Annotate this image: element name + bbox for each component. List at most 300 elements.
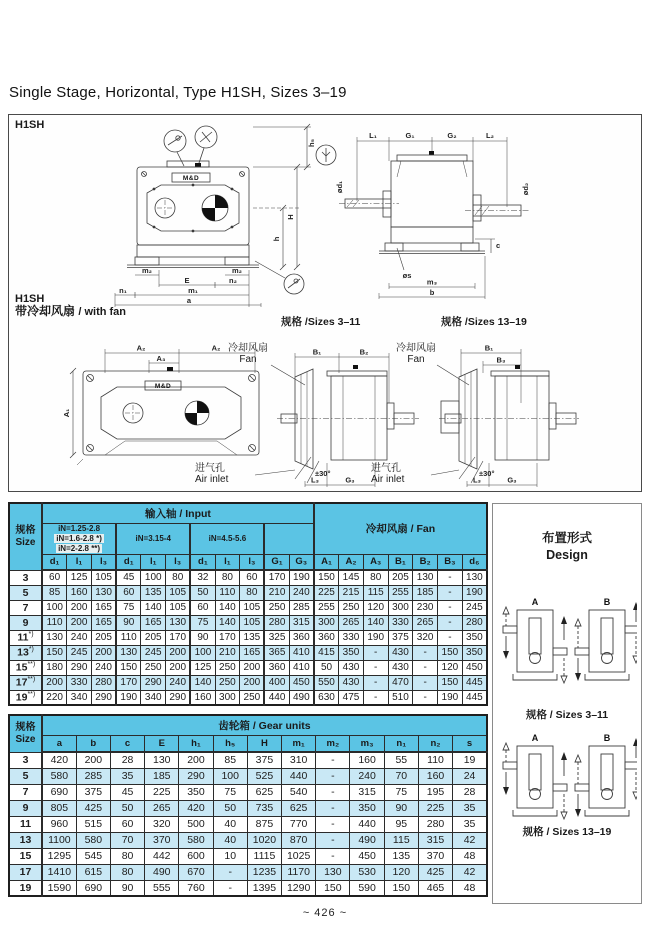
value-cell: 45 — [110, 784, 144, 800]
dim-E: E — [184, 276, 190, 285]
value-cell: 400 — [264, 675, 289, 690]
size-cell: 3 — [9, 570, 42, 585]
table-row — [9, 645, 487, 660]
value-cell: 105 — [240, 600, 265, 615]
value-cell: 185 — [413, 585, 438, 600]
design-b-label: B — [603, 597, 611, 607]
value-cell: - — [213, 864, 247, 880]
value-cell: 265 — [145, 800, 179, 816]
design-b-diagram — [575, 602, 637, 681]
value-cell: 80 — [363, 570, 388, 585]
value-cell: 120 — [384, 864, 418, 880]
dim-L3: L₃ — [472, 475, 482, 485]
value-cell: 75 — [190, 615, 215, 630]
value-cell: 110 — [42, 615, 67, 630]
column-header: c — [110, 735, 144, 752]
value-cell: 165 — [240, 645, 265, 660]
value-cell: 48 — [453, 880, 487, 896]
technical-drawing-panel — [8, 114, 642, 492]
value-cell: 615 — [76, 864, 110, 880]
value-cell: 145 — [339, 570, 364, 585]
value-cell: 100 — [42, 600, 67, 615]
value-cell: 735 — [247, 800, 281, 816]
value-cell: 255 — [388, 585, 413, 600]
value-cell: 80 — [215, 570, 240, 585]
value-cell: 600 — [179, 848, 213, 864]
size-cell: 11 — [9, 816, 42, 832]
size-cell: 9 — [9, 800, 42, 816]
value-cell: 300 — [215, 690, 240, 705]
size-cell: 9 — [9, 615, 42, 630]
air-inlet-en: Air inlet — [195, 474, 229, 486]
value-cell: 115 — [384, 832, 418, 848]
value-cell: 1290 — [282, 880, 316, 896]
value-cell: 170 — [166, 630, 191, 645]
value-cell: 50 — [190, 585, 215, 600]
value-cell: 90 — [110, 880, 144, 896]
fan-callout-en: Fan — [407, 354, 425, 366]
brand-plate-label: M&D — [182, 175, 200, 182]
value-cell: 190 — [116, 690, 141, 705]
column-header: B₁ — [388, 554, 413, 570]
value-cell: 80 — [240, 585, 265, 600]
value-cell: 200 — [67, 600, 92, 615]
value-cell: 200 — [166, 660, 191, 675]
value-cell: 442 — [145, 848, 179, 864]
value-cell: 250 — [215, 660, 240, 675]
value-cell: 410 — [289, 645, 314, 660]
value-cell: 200 — [179, 752, 213, 768]
plan-view-drawing — [70, 349, 259, 465]
column-header: E — [145, 735, 179, 752]
value-cell: 150 — [42, 645, 67, 660]
value-cell: 55 — [384, 752, 418, 768]
value-cell: 130 — [316, 864, 350, 880]
value-cell: 440 — [350, 816, 384, 832]
value-cell: - — [316, 768, 350, 784]
value-cell: 35 — [453, 800, 487, 816]
dim-m2: m₂ — [231, 266, 243, 275]
size-cell: 15 — [9, 848, 42, 864]
value-cell: 50 — [314, 660, 339, 675]
value-cell: 690 — [76, 880, 110, 896]
value-cell: 45 — [116, 570, 141, 585]
value-cell: 130 — [116, 645, 141, 660]
dim-A2: A₂ — [136, 343, 146, 353]
value-cell: 140 — [190, 675, 215, 690]
value-cell: 225 — [314, 585, 339, 600]
value-cell: 120 — [438, 660, 463, 675]
value-cell: 125 — [190, 660, 215, 675]
value-cell: 75 — [116, 600, 141, 615]
value-cell: 60 — [190, 600, 215, 615]
design-sizes-3-11-label: 规格 / Sizes 3–11 — [525, 709, 609, 721]
value-cell: - — [438, 600, 463, 615]
size-cell: 13*) — [9, 645, 42, 660]
value-cell: 375 — [388, 630, 413, 645]
input-group-header: 输入轴 / Input — [42, 503, 314, 523]
with-fan-label — [15, 293, 126, 319]
value-cell: 190 — [289, 570, 314, 585]
size-column-header: 规格 Size — [9, 715, 42, 752]
column-header: a — [42, 735, 76, 752]
with-fan-cn-label: 带冷却风扇 — [15, 304, 76, 319]
value-cell: 555 — [145, 880, 179, 896]
design-diagrams-13-19 — [497, 732, 637, 832]
column-header: h₁ — [179, 735, 213, 752]
value-cell: 1410 — [42, 864, 76, 880]
front-view-drawing — [115, 124, 336, 307]
value-cell: 160 — [350, 752, 384, 768]
value-cell: 80 — [110, 864, 144, 880]
dim-b: b — [429, 288, 435, 297]
gear-units-group-header: 齿轮箱 / Gear units — [42, 715, 487, 735]
dim-B2: B₂ — [359, 347, 369, 357]
value-cell: 150 — [116, 660, 141, 675]
value-cell: 95 — [384, 816, 418, 832]
dim-G1: G₁ — [405, 131, 415, 140]
value-cell: 580 — [42, 768, 76, 784]
value-cell: 360 — [264, 660, 289, 675]
sizes-3-11-heading: 规格 /Sizes 3–11 — [281, 316, 361, 328]
air-inlet-cn: 进气孔 — [371, 463, 401, 474]
value-cell: - — [316, 752, 350, 768]
value-cell: 870 — [282, 832, 316, 848]
value-cell: 490 — [145, 864, 179, 880]
table-row — [9, 675, 487, 690]
value-cell: - — [413, 675, 438, 690]
value-cell: 90 — [190, 630, 215, 645]
value-cell: 420 — [179, 800, 213, 816]
value-cell: 350 — [179, 784, 213, 800]
dim-B1: B₁ — [312, 347, 322, 357]
value-cell: 290 — [179, 768, 213, 784]
value-cell: 28 — [453, 784, 487, 800]
air-inlet-label — [371, 463, 433, 485]
value-cell: 195 — [418, 784, 452, 800]
value-cell: 1235 — [247, 864, 281, 880]
value-cell: 200 — [91, 645, 116, 660]
column-header: B₂ — [413, 554, 438, 570]
value-cell: 625 — [282, 800, 316, 816]
value-cell: 540 — [282, 784, 316, 800]
value-cell: 330 — [388, 615, 413, 630]
ratio-group-2: iN=3.15-4 — [116, 523, 190, 554]
value-cell: 75 — [213, 784, 247, 800]
value-cell: 110 — [418, 752, 452, 768]
value-cell: 100 — [190, 645, 215, 660]
value-cell: 1020 — [247, 832, 281, 848]
column-header: b — [76, 735, 110, 752]
value-cell: 105 — [166, 585, 191, 600]
input-shaft-table — [8, 502, 488, 706]
column-header: d₁ — [116, 554, 141, 570]
air-inlet-cn: 进气孔 — [195, 463, 225, 474]
value-cell: 290 — [166, 690, 191, 705]
table-row — [9, 630, 487, 645]
value-cell: 205 — [91, 630, 116, 645]
dim-G3: G₃ — [345, 475, 355, 485]
value-cell: 250 — [215, 675, 240, 690]
value-cell: 630 — [314, 690, 339, 705]
value-cell: 265 — [339, 615, 364, 630]
value-cell: 590 — [350, 880, 384, 896]
value-cell: 290 — [67, 660, 92, 675]
value-cell: - — [438, 585, 463, 600]
value-cell: 375 — [76, 784, 110, 800]
value-cell: 770 — [282, 816, 316, 832]
column-header: l₁ — [215, 554, 240, 570]
value-cell: 230 — [413, 600, 438, 615]
value-cell: 805 — [42, 800, 76, 816]
value-cell: 190 — [462, 585, 487, 600]
value-cell: 50 — [110, 800, 144, 816]
dim-s: øs — [402, 271, 412, 280]
value-cell: 240 — [350, 768, 384, 784]
design-diagrams-3-11 — [497, 596, 637, 696]
fan-group-header: 冷却风扇 / Fan — [314, 503, 487, 554]
value-cell: 430 — [388, 645, 413, 660]
value-cell: 300 — [314, 615, 339, 630]
size-cell: 15**) — [9, 660, 42, 675]
value-cell: 150 — [314, 570, 339, 585]
value-cell: 200 — [240, 660, 265, 675]
value-cell: 200 — [76, 752, 110, 768]
design-panel-title — [493, 530, 641, 564]
value-cell: 185 — [145, 768, 179, 784]
size-cell: 7 — [9, 600, 42, 615]
column-header: A₂ — [339, 554, 364, 570]
fan-callout-en: Fan — [239, 354, 257, 366]
value-cell: 205 — [388, 570, 413, 585]
value-cell: 130 — [42, 630, 67, 645]
value-cell: 10 — [213, 848, 247, 864]
value-cell: 80 — [166, 570, 191, 585]
value-cell: 200 — [42, 675, 67, 690]
design-a-diagram — [503, 607, 567, 683]
value-cell: 315 — [289, 615, 314, 630]
value-cell: 130 — [145, 752, 179, 768]
value-cell: 85 — [213, 752, 247, 768]
value-cell: - — [413, 660, 438, 675]
value-cell: 430 — [339, 660, 364, 675]
value-cell: 28 — [110, 752, 144, 768]
table-row — [9, 615, 487, 630]
value-cell: 475 — [339, 690, 364, 705]
size-cell: 19**) — [9, 690, 42, 705]
value-cell: 225 — [145, 784, 179, 800]
value-cell: 215 — [339, 585, 364, 600]
with-fan-en-label: / with fan — [78, 306, 127, 319]
value-cell: - — [316, 832, 350, 848]
value-cell: 130 — [462, 570, 487, 585]
value-cell: 300 — [388, 600, 413, 615]
value-cell: 350 — [350, 800, 384, 816]
value-cell: - — [413, 645, 438, 660]
design-b-diagram — [575, 738, 637, 817]
dim-m1: m₁ — [188, 286, 198, 295]
value-cell: 245 — [462, 600, 487, 615]
value-cell: 100 — [141, 570, 166, 585]
gear-units-table — [8, 714, 488, 897]
column-header: m₁ — [282, 735, 316, 752]
size-cell: 7 — [9, 784, 42, 800]
table-row — [9, 570, 487, 585]
column-header: H — [247, 735, 281, 752]
value-cell: 465 — [418, 880, 452, 896]
value-cell: 440 — [264, 690, 289, 705]
column-header: l₃ — [91, 554, 116, 570]
column-header: G₁ — [264, 554, 289, 570]
size-column-header: 规格 Size — [9, 503, 42, 570]
brand-plate-label: M&D — [154, 383, 172, 390]
value-cell: 160 — [190, 690, 215, 705]
dim-m2: m₂ — [141, 266, 153, 275]
column-header: l₁ — [67, 554, 92, 570]
value-cell: 190 — [438, 690, 463, 705]
value-cell: 280 — [91, 675, 116, 690]
table-row — [9, 832, 487, 848]
value-cell: 105 — [166, 600, 191, 615]
value-cell: 40 — [213, 816, 247, 832]
value-cell: 425 — [418, 864, 452, 880]
value-cell: 120 — [363, 600, 388, 615]
value-cell: 80 — [110, 848, 144, 864]
table-row — [9, 800, 487, 816]
value-cell: 1025 — [282, 848, 316, 864]
size-cell: 13 — [9, 832, 42, 848]
value-cell: 205 — [141, 630, 166, 645]
value-cell: 165 — [91, 615, 116, 630]
dim-A2: A₂ — [211, 343, 221, 353]
value-cell: 450 — [350, 848, 384, 864]
value-cell: - — [316, 816, 350, 832]
dim-a: a — [186, 296, 192, 305]
value-cell: 245 — [67, 645, 92, 660]
value-cell: 315 — [350, 784, 384, 800]
value-cell: 170 — [215, 630, 240, 645]
value-cell: 165 — [141, 615, 166, 630]
value-cell: 690 — [42, 784, 76, 800]
value-cell: 50 — [213, 800, 247, 816]
value-cell: 105 — [240, 615, 265, 630]
value-cell: 245 — [141, 645, 166, 660]
value-cell: - — [316, 800, 350, 816]
value-cell: 24 — [453, 768, 487, 784]
table-row — [9, 816, 487, 832]
value-cell: 60 — [240, 570, 265, 585]
value-cell: 60 — [42, 570, 67, 585]
value-cell: 325 — [264, 630, 289, 645]
value-cell: 200 — [67, 615, 92, 630]
value-cell: 440 — [282, 768, 316, 784]
model-label: H1SH — [15, 119, 45, 131]
value-cell: 250 — [264, 600, 289, 615]
value-cell: 190 — [363, 630, 388, 645]
value-cell: 515 — [76, 816, 110, 832]
value-cell: 110 — [215, 585, 240, 600]
page-title: Single Stage, Horizontal, Type H1SH, Sizes 3–19 — [9, 84, 347, 101]
value-cell: - — [363, 675, 388, 690]
column-header: d₆ — [462, 554, 487, 570]
value-cell: 490 — [289, 690, 314, 705]
value-cell: 130 — [413, 570, 438, 585]
air-inlet-label — [195, 463, 257, 485]
ratio-group-3: iN=4.5-5.6 — [190, 523, 264, 554]
value-cell: 75 — [384, 784, 418, 800]
value-cell: 160 — [67, 585, 92, 600]
dim-h: h — [272, 236, 281, 242]
value-cell: 210 — [264, 585, 289, 600]
table-row — [9, 880, 487, 896]
value-cell: 140 — [141, 600, 166, 615]
fan-callout — [385, 343, 447, 365]
value-cell: 35 — [110, 768, 144, 784]
value-cell: 330 — [67, 675, 92, 690]
sizes-13-19-heading: 规格 /Sizes 13–19 — [441, 316, 527, 328]
column-header: l₃ — [166, 554, 191, 570]
column-header: s — [453, 735, 487, 752]
size-cell: 3 — [9, 752, 42, 768]
value-cell: 150 — [438, 645, 463, 660]
design-title-en: Design — [546, 547, 588, 562]
value-cell: 760 — [179, 880, 213, 896]
value-cell: 445 — [462, 690, 487, 705]
value-cell: 115 — [363, 585, 388, 600]
value-cell: 960 — [42, 816, 76, 832]
size-cell: 5 — [9, 768, 42, 784]
value-cell: 425 — [76, 800, 110, 816]
fan-callout-cn: 冷却风扇 — [228, 343, 268, 354]
value-cell: - — [438, 615, 463, 630]
table-row — [9, 752, 487, 768]
value-cell: 48 — [453, 848, 487, 864]
value-cell: 350 — [462, 645, 487, 660]
table-row — [9, 690, 487, 705]
value-cell: 580 — [179, 832, 213, 848]
dim-d2: ød₂ — [521, 182, 530, 196]
column-header: A₁ — [314, 554, 339, 570]
value-cell: 165 — [91, 600, 116, 615]
value-cell: 130 — [166, 615, 191, 630]
value-cell: 135 — [384, 848, 418, 864]
value-cell: - — [316, 848, 350, 864]
value-cell: 625 — [247, 784, 281, 800]
value-cell: 510 — [388, 690, 413, 705]
value-cell: - — [413, 690, 438, 705]
column-header: n₁ — [384, 735, 418, 752]
value-cell: 1395 — [247, 880, 281, 896]
fan-section-13-19-drawing — [431, 349, 579, 487]
dim-A3: A₃ — [156, 354, 166, 363]
dim-A1: A₁ — [62, 408, 71, 418]
dim-B3: B₃ — [496, 355, 506, 365]
value-cell: 285 — [289, 600, 314, 615]
with-fan-model-label: H1SH — [15, 293, 45, 305]
value-cell: - — [363, 645, 388, 660]
value-cell: 280 — [264, 615, 289, 630]
value-cell: 450 — [289, 675, 314, 690]
value-cell: 170 — [264, 570, 289, 585]
value-cell: 85 — [42, 585, 67, 600]
value-cell: 320 — [145, 816, 179, 832]
ratio-group-1: iN=1.25-2.8 iN=1.6-2.8 *) iN=2-2.8 **) — [42, 523, 116, 554]
design-a-label: A — [531, 733, 539, 743]
dim-n2: n₂ — [229, 276, 237, 285]
size-cell: 5 — [9, 585, 42, 600]
value-cell: 150 — [316, 880, 350, 896]
value-cell: 370 — [418, 848, 452, 864]
